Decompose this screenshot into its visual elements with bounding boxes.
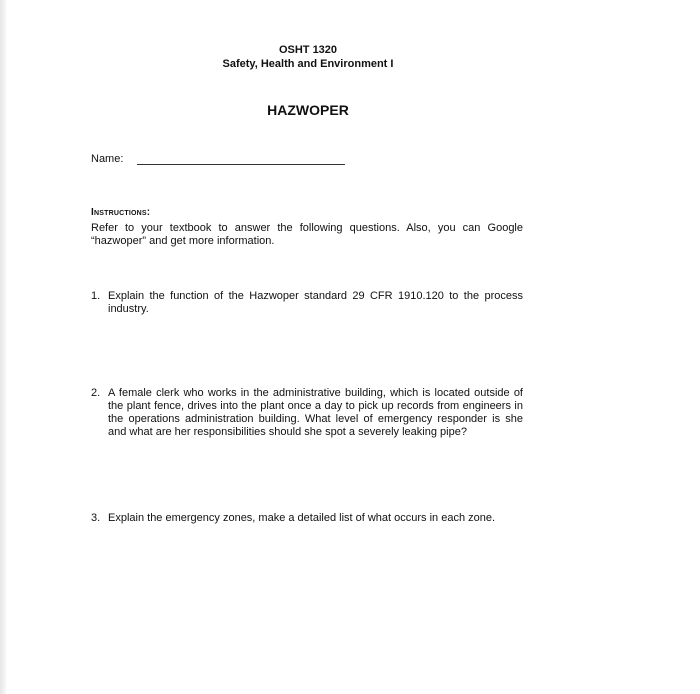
course-name: Safety, Health and Environment I xyxy=(222,58,394,70)
question-text: Explain the emergency zones, make a detailed list of what occurs in each zone. xyxy=(108,512,496,524)
question-number: 1. xyxy=(91,290,101,302)
question-number: 2. xyxy=(91,387,101,399)
name-blank-line[interactable] xyxy=(137,164,345,165)
instructions-text: Refer to your textbook to answer the following questions. Also, you can Google “hazwoper” and get more information. xyxy=(91,222,523,247)
question-item xyxy=(91,387,523,439)
question-item xyxy=(91,290,523,316)
instructions-heading: Instructions: xyxy=(91,207,151,218)
course-code: OSHT 1320 xyxy=(278,44,338,56)
question-number: 3. xyxy=(91,512,101,524)
question-text: A female clerk who works in the administrative building, which is located outside of the plant fence, drives into the plant once a day to pick up records from engineers in the operations administration building. What level of emergency responder is she and what are her responsibilities should she spot a severely leaking pipe? xyxy=(108,387,523,438)
document-title: HAZWOPER xyxy=(267,102,349,118)
name-field xyxy=(91,153,345,166)
name-label: Name: xyxy=(91,153,124,165)
question-item xyxy=(91,512,523,525)
question-text: Explain the function of the Hazwoper standard 29 CFR 1910.120 to the process industry. xyxy=(108,290,523,315)
